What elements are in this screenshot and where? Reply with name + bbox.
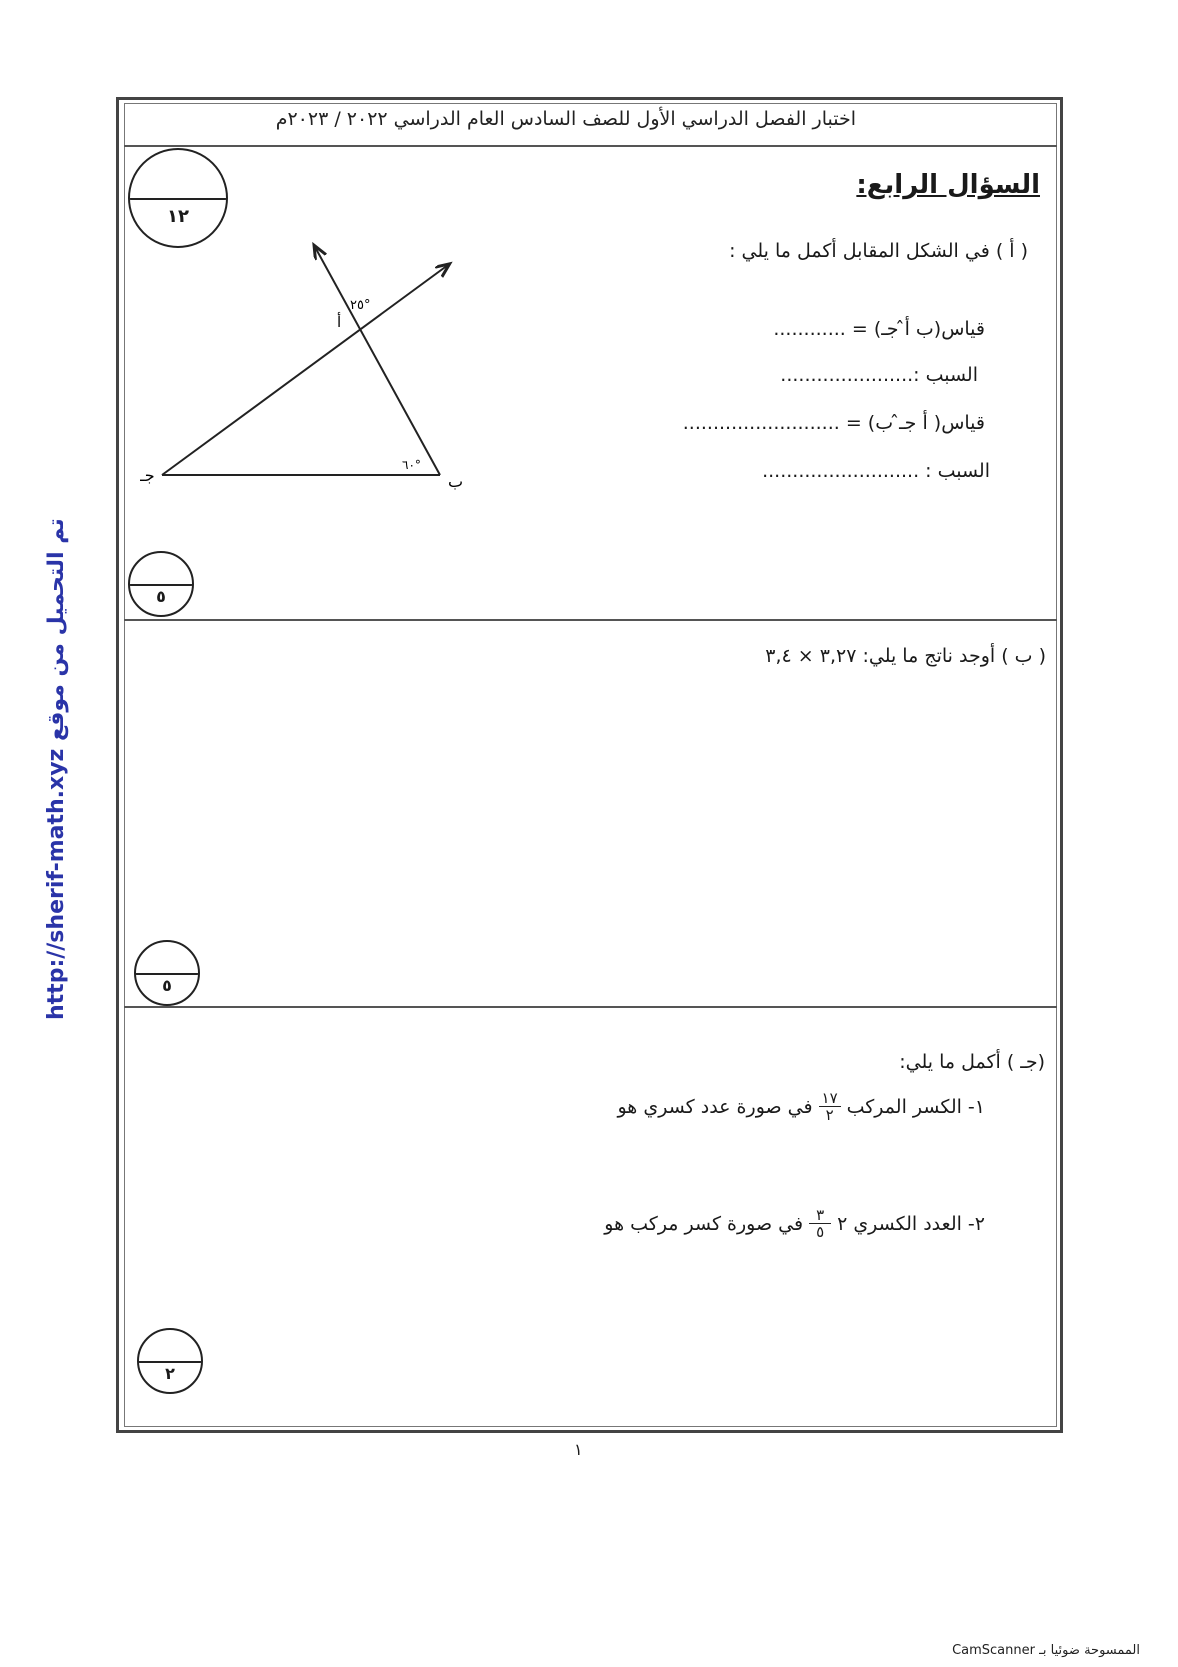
question-title: السؤال الرابع: [856, 170, 1040, 200]
part-a-line3: قياس( أ جـ̂ ب) = .......................... [682, 412, 985, 434]
part-a-line1: قياس(ب أ̂ جـ) = ............ [773, 318, 985, 340]
side-download-url: تم التحميل من موقع http://sherif-math.xyz [44, 518, 69, 1020]
vertex-a-label: أ [337, 313, 342, 331]
part-c-item1 [617, 1090, 985, 1123]
triangle-figure [140, 235, 480, 495]
part-b-score-circle [134, 940, 200, 1006]
item2-whole: ٢ [837, 1212, 848, 1235]
item2-fraction [809, 1207, 831, 1240]
item2-suffix: في صورة كسر مركب هو [604, 1212, 804, 1235]
part-b-label-text: ( ب ) أوجد ناتج ما يلي: [862, 645, 1046, 667]
vertex-c-label: جـ [140, 466, 155, 485]
item1-numerator: ١٧ [821, 1089, 838, 1107]
section-divider-a [124, 619, 1057, 621]
part-a-line2: السبب :...................... [780, 364, 978, 386]
exam-header-title: اختبار الفصل الدراسي الأول للصف السادس العام الدراسي ٢٠٢٢ / ٢٠٢٣م [275, 108, 856, 130]
total-score-circle [128, 148, 228, 248]
vertex-b-label: ب [448, 472, 464, 491]
part-b-label [765, 645, 1046, 667]
part-a-label: ( أ ) في الشكل المقابل أكمل ما يلي : [729, 240, 1028, 262]
part-b-score-value: ٥ [162, 976, 172, 995]
part-c-label: (جـ ) أكمل ما يلي: [899, 1051, 1045, 1073]
header-divider [124, 145, 1057, 147]
line-ba-ray [315, 247, 440, 475]
item1-denominator: ٢ [819, 1106, 841, 1123]
part-c-item2 [604, 1207, 985, 1240]
item2-prefix: ٢- العدد الكسري [853, 1212, 985, 1235]
item1-suffix: في صورة عدد كسري هو [617, 1095, 813, 1118]
item2-numerator: ٣ [816, 1206, 825, 1224]
angle-b-label: ٦٠° [402, 458, 421, 472]
item2-denominator: ٥ [809, 1223, 831, 1240]
total-score-value: ١٢ [167, 206, 189, 227]
part-a-score-circle [128, 551, 194, 617]
section-divider-b [124, 1006, 1057, 1008]
part-c-score-value: ٢ [165, 1364, 175, 1383]
page-number: ١ [574, 1440, 583, 1459]
angle-a-label: ٢٥° [350, 298, 371, 313]
part-c-score-circle [137, 1328, 203, 1394]
line-ca-ray [162, 265, 448, 475]
part-a-line4: السبب : .......................... [762, 460, 990, 482]
part-b-expression: ٣,٢٧ × ٣,٤ [765, 645, 857, 667]
item1-prefix: ١- الكسر المركب [846, 1095, 985, 1118]
item1-fraction [819, 1090, 841, 1123]
part-a-score-value: ٥ [156, 587, 166, 606]
camscanner-watermark: الممسوحة ضوئيا بـ CamScanner [952, 1643, 1140, 1658]
